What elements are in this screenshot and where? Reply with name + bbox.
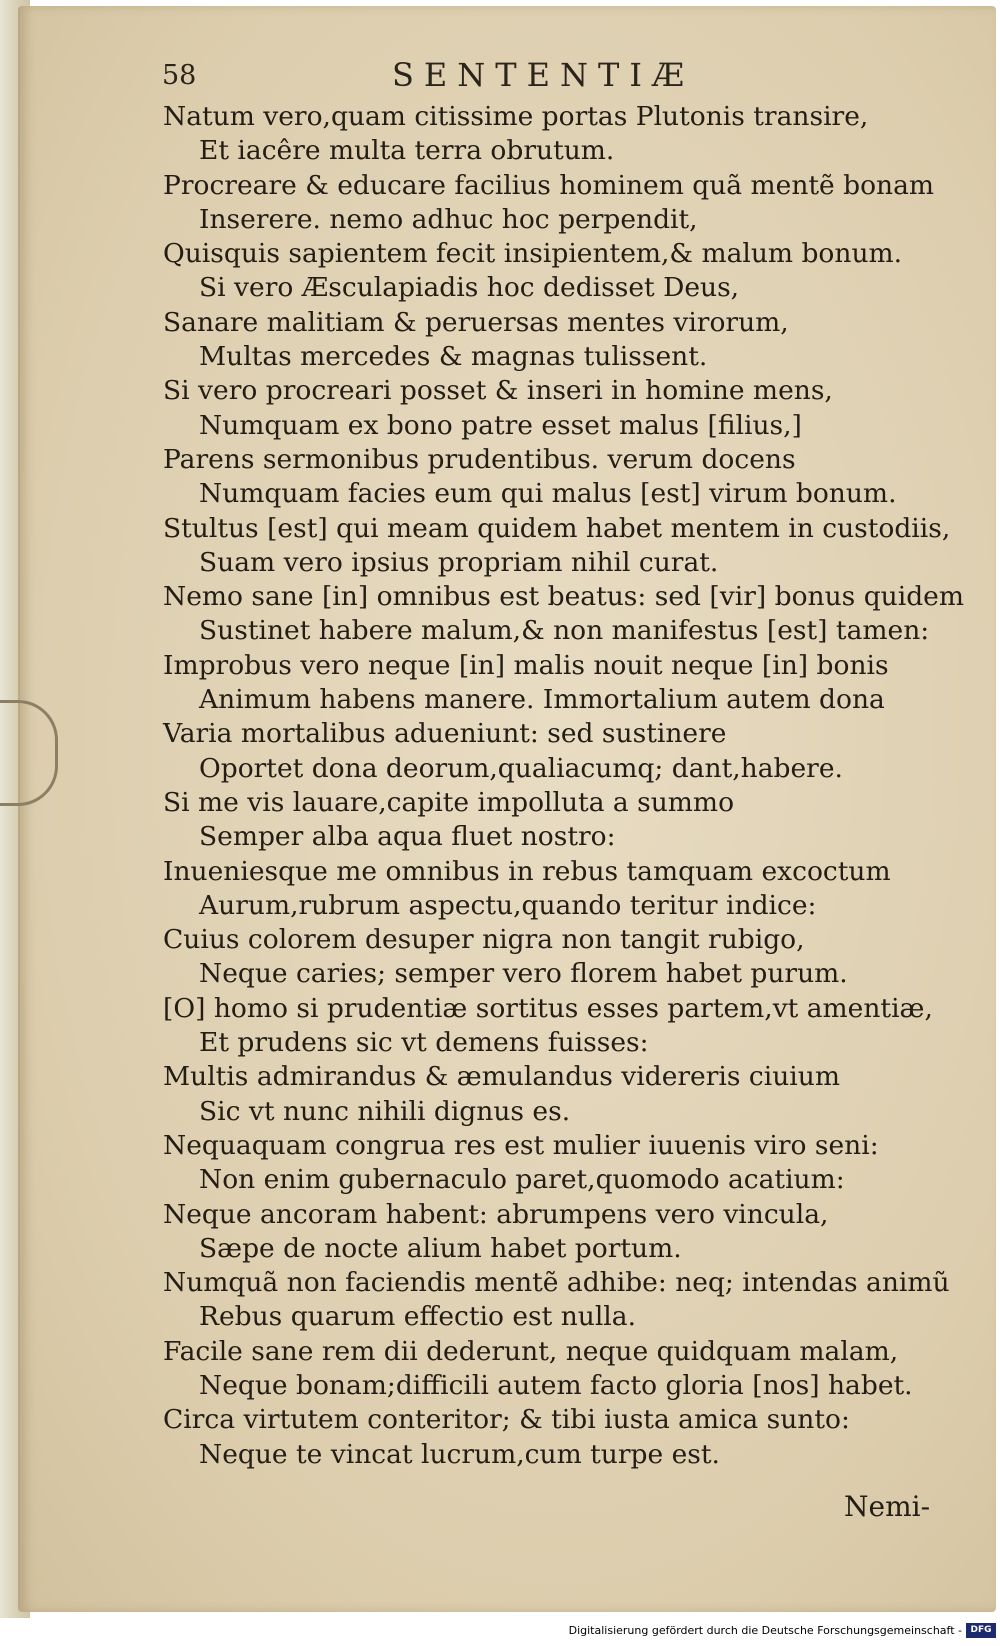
- verse-line: Animum habens manere. Immortalium autem dona: [199, 684, 885, 716]
- verse-line: Cuius colorem desuper nigra non tangit rubigo,: [163, 924, 805, 956]
- verse-line: Sustinet habere malum,& non manifestus [est] tamen:: [199, 615, 930, 647]
- page-header: [162, 50, 882, 100]
- verse-line: Non enim gubernaculo paret,quomodo acatium:: [199, 1164, 845, 1196]
- verse-line: Facile sane rem dii dederunt, neque quidquam malam,: [163, 1335, 899, 1367]
- verse-line: Si vero Æsculapiadis hoc dedisset Deus,: [199, 272, 740, 304]
- verse-line: Numquam facies eum qui malus [est] virum bonum.: [199, 478, 897, 510]
- verse-line: Et prudens sic vt demens fuisses:: [199, 1027, 649, 1059]
- verse-line: Circa virtutem conteritor; & tibi iusta amica sunto:: [163, 1404, 850, 1436]
- verse-line: Et iacêre multa terra obrutum.: [199, 135, 615, 167]
- verse-line: Neque bonam;difficili autem facto gloria [nos] habet.: [199, 1369, 913, 1401]
- verse-line: [O] homo si prudentiæ sortitus esses partem,vt amentiæ,: [163, 992, 933, 1024]
- page-clasp-mark: [0, 700, 58, 806]
- verse-line: Si vero procreari posset & inseri in homine mens,: [163, 375, 833, 407]
- verse-line: Rebus quarum effectio est nulla.: [199, 1301, 637, 1333]
- verse-line: Oportet dona deorum,qualiacumq; dant,habere.: [199, 752, 843, 784]
- verse-line: Nemo sane [in] omnibus est beatus: sed [vir] bonus quidem: [163, 581, 964, 613]
- verse-line: Quisquis sapientem fecit insipientem,& malum bonum.: [163, 238, 903, 270]
- verse-line: Procreare & educare facilius hominem quã mentẽ bonam: [163, 169, 935, 201]
- verse-line: Nequaquam congrua res est mulier iuuenis viro seni:: [163, 1129, 879, 1161]
- verse-line: Inueniesque me omnibus in rebus tamquam excoctum: [163, 855, 891, 887]
- verse-line: Neque caries; semper vero florem habet purum.: [199, 958, 848, 990]
- verse-text-block: [163, 100, 964, 1472]
- verse-line: Sæpe de nocte alium habet portum.: [199, 1232, 682, 1264]
- verse-line: Improbus vero neque [in] malis nouit neque [in] bonis: [163, 649, 889, 681]
- dfg-logo: DFG: [966, 1623, 996, 1638]
- page-number: 58: [162, 60, 197, 91]
- verse-line: Aurum,rubrum aspectu,quando teritur indice:: [199, 889, 817, 921]
- verse-line: Si me vis lauare,capite impolluta a summo: [163, 786, 735, 818]
- verse-line: Semper alba aqua fluet nostro:: [199, 821, 616, 853]
- verse-line: Natum vero,quam citissime portas Plutonis transire,: [163, 101, 869, 132]
- verse-line: Sanare malitiam & peruersas mentes virorum,: [163, 306, 789, 338]
- verse-line: Suam vero ipsius propriam nihil curat.: [199, 546, 719, 578]
- verse-line: Multas mercedes & magnas tulissent.: [199, 341, 708, 373]
- verse-line: Numquã non faciendis mentẽ adhibe: neq; intendas animũ: [163, 1267, 950, 1299]
- funding-credit: Digitalisierung gefördert durch die Deutsche Forschungsgemeinschaft -: [568, 1624, 962, 1637]
- running-head: SENTENTIÆ: [392, 56, 694, 94]
- verse-line: Parens sermonibus prudentibus. verum docens: [163, 443, 796, 475]
- verse-line: Inserere. nemo adhuc hoc perpendit,: [199, 203, 698, 235]
- digitization-footer: [0, 1618, 1000, 1646]
- verse-line: Multis admirandus & æmulandus videreris ciuium: [163, 1061, 840, 1093]
- verse-line: Varia mortalibus adueniunt: sed sustinere: [163, 718, 727, 750]
- verse-line: Stultus [est] qui meam quidem habet mentem in custodiis,: [163, 512, 951, 544]
- verse-line: Neque ancoram habent: abrumpens vero vincula,: [163, 1198, 829, 1230]
- catchword: Nemi-: [844, 1490, 931, 1523]
- verse-line: Numquam ex bono patre esset malus [filius,]: [199, 409, 802, 441]
- verse-line: Neque te vincat lucrum,cum turpe est.: [199, 1438, 720, 1470]
- verse-line: Sic vt nunc nihili dignus es.: [199, 1095, 571, 1127]
